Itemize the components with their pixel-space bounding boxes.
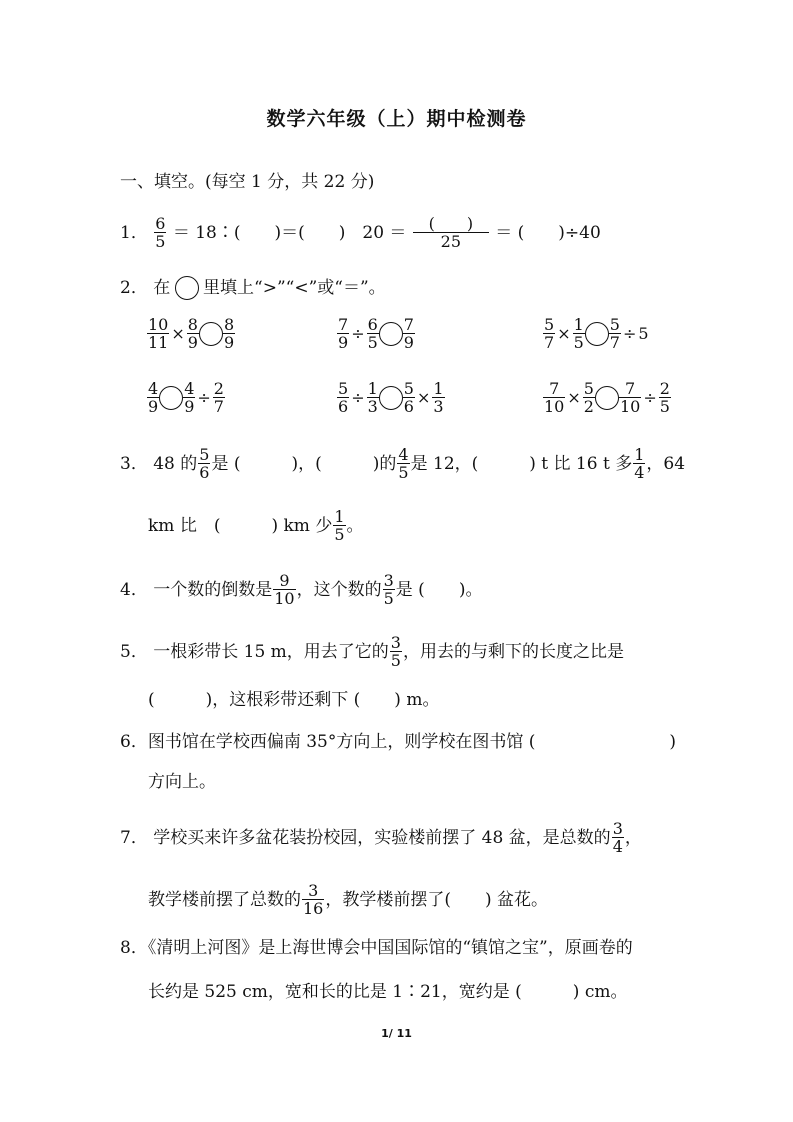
- question-text: ，64: [646, 453, 686, 474]
- fraction: $\frac{4}{5}$: [398, 445, 409, 482]
- question-3-line-2: [148, 508, 364, 543]
- question-number: 5．: [120, 641, 148, 662]
- fraction: $\frac{7}{9}$: [403, 315, 414, 352]
- fraction: $\frac{8}{9}$: [187, 315, 198, 352]
- page-number: 1/ 11: [381, 1027, 412, 1040]
- fraction: $\frac{5}{6}$: [403, 379, 414, 416]
- fraction: $\frac{1}{3}$: [367, 379, 378, 416]
- fraction: $\frac{4}{9}$: [148, 379, 159, 416]
- fraction: $\frac{4}{9}$: [184, 379, 195, 416]
- question-text: ): [669, 732, 676, 752]
- fraction: $\frac{5}{7}$: [544, 315, 555, 352]
- question-8-line-2: 长约是 525 cm，宽和长的比是 1∶21，宽约是 ( ) cm。: [148, 982, 628, 1002]
- fraction: $\frac{6}{5}$: [367, 315, 378, 352]
- question-8: [120, 938, 633, 958]
- question-text: km 比 ( ) km 少: [148, 515, 333, 536]
- question-number: 4．: [120, 579, 148, 600]
- question-number: 8．: [120, 938, 148, 958]
- question-text: 里填上“>”“<”或“＝”。: [203, 278, 386, 298]
- fraction: $\frac{5}{2}$: [583, 379, 594, 416]
- question-6-line-2: 方向上。: [148, 772, 216, 792]
- compare-circle[interactable]: [199, 322, 223, 346]
- fraction: $\frac{5}{7}$: [609, 315, 620, 352]
- question-2: [120, 276, 386, 300]
- fraction: $\frac{1}{4}$: [634, 445, 645, 482]
- compare-circle[interactable]: [175, 276, 199, 300]
- question-text: 教学楼前摆了总数的: [148, 889, 301, 910]
- question-5: [120, 634, 624, 669]
- compare-circle[interactable]: [585, 322, 609, 346]
- fraction: $\frac{7}{9}$: [338, 315, 349, 352]
- compare-expression: [542, 316, 650, 351]
- question-text: 48 的: [153, 453, 198, 474]
- operator: ×: [171, 323, 185, 343]
- question-text: 是 ( )。: [395, 579, 483, 600]
- question-text: ＝ ( )÷40: [495, 222, 601, 243]
- compare-circle[interactable]: [159, 386, 183, 410]
- question-3: [120, 446, 685, 481]
- fraction: $\frac{3}{16}$: [303, 881, 324, 918]
- question-number: 7．: [120, 827, 148, 848]
- compare-circle[interactable]: [379, 386, 403, 410]
- compare-circle[interactable]: [379, 322, 403, 346]
- question-7-line-2: [148, 882, 548, 917]
- operator: ÷: [622, 323, 637, 343]
- compare-expression: [336, 380, 446, 415]
- compare-circle[interactable]: [595, 386, 619, 410]
- fraction: $\frac{1}{3}$: [433, 379, 444, 416]
- question-text: 图书馆在学校西偏南 35°方向上，则学校在图书馆 (: [147, 732, 536, 752]
- fraction: $\frac{10}{11}$: [148, 315, 169, 352]
- operator: ×: [557, 323, 571, 343]
- question-number: 6．: [120, 732, 148, 752]
- question-text: 是 12，( ) t 比 16 t 多: [410, 453, 633, 474]
- page-title: 数学六年级（上）期中检测卷: [266, 108, 527, 130]
- operator: ÷: [643, 387, 657, 407]
- operator: ÷: [351, 387, 365, 407]
- question-number: 3．: [120, 453, 148, 474]
- question-number: 1．: [120, 222, 148, 243]
- operator: ÷: [197, 387, 211, 407]
- fraction: $\frac{3}{5}$: [390, 633, 401, 670]
- fraction: $\frac{5}{6}$: [199, 445, 210, 482]
- question-text: 在: [153, 278, 171, 298]
- fraction: $\frac{1}{5}$: [573, 315, 584, 352]
- fraction-blank: $\frac{( )}{25}$: [413, 215, 489, 250]
- question-text: ，教学楼前摆了( ) 盆花。: [325, 889, 549, 910]
- question-4: [120, 572, 482, 607]
- fraction: $\frac{5}{6}$: [338, 379, 349, 416]
- fraction: $\frac{9}{10}$: [274, 571, 295, 608]
- fraction: $\frac{3}{5}$: [383, 571, 394, 608]
- compare-expression: [336, 316, 416, 351]
- question-5-line-2: ( )，这根彩带还剩下 ( ) m。: [148, 690, 440, 710]
- question-7: [120, 820, 642, 855]
- question-text: ＝ 18∶( )＝( ) 20 ＝: [172, 222, 407, 243]
- question-text: 是 ( )，( )的: [211, 453, 397, 474]
- fraction: $\frac{1}{5}$: [334, 507, 345, 544]
- fraction: $\frac{7}{10}$: [544, 379, 565, 416]
- number: 5: [638, 323, 649, 343]
- question-6: [120, 732, 680, 752]
- operator: ÷: [351, 323, 365, 343]
- fraction: $\frac{2}{5}$: [659, 379, 670, 416]
- compare-expression: [542, 380, 672, 415]
- question-text: 。: [346, 515, 364, 536]
- operator: ×: [416, 387, 431, 407]
- question-1: [120, 215, 601, 250]
- fraction: $\frac{7}{10}$: [619, 379, 641, 416]
- compare-expression: [146, 316, 236, 351]
- operator: ×: [567, 387, 581, 407]
- question-text: 一根彩带长 15 m，用去了它的: [153, 641, 389, 662]
- question-text: ，这个数的: [296, 579, 382, 600]
- question-text: 学校买来许多盆花装扮校园，实验楼前摆了 48 盆，是总数的: [153, 827, 611, 848]
- fraction: $\frac{3}{4}$: [612, 819, 623, 856]
- question-text: ，用去的与剩下的长度之比是: [402, 641, 624, 662]
- fraction: $\frac{8}{9}$: [223, 315, 235, 352]
- question-text: 《清明上河图》是上海世博会中国国际馆的“镇馆之宝”，原画卷的: [147, 938, 633, 958]
- question-text: ，: [624, 827, 642, 848]
- question-number: 2．: [120, 278, 148, 298]
- section-heading: 一、填空。(每空 1 分，共 22 分): [120, 172, 375, 192]
- fraction: $\frac{6}{5}$: [155, 214, 166, 251]
- fraction: $\frac{2}{7}$: [213, 379, 224, 416]
- question-text: 一个数的倒数是: [153, 579, 273, 600]
- compare-expression: [146, 380, 226, 415]
